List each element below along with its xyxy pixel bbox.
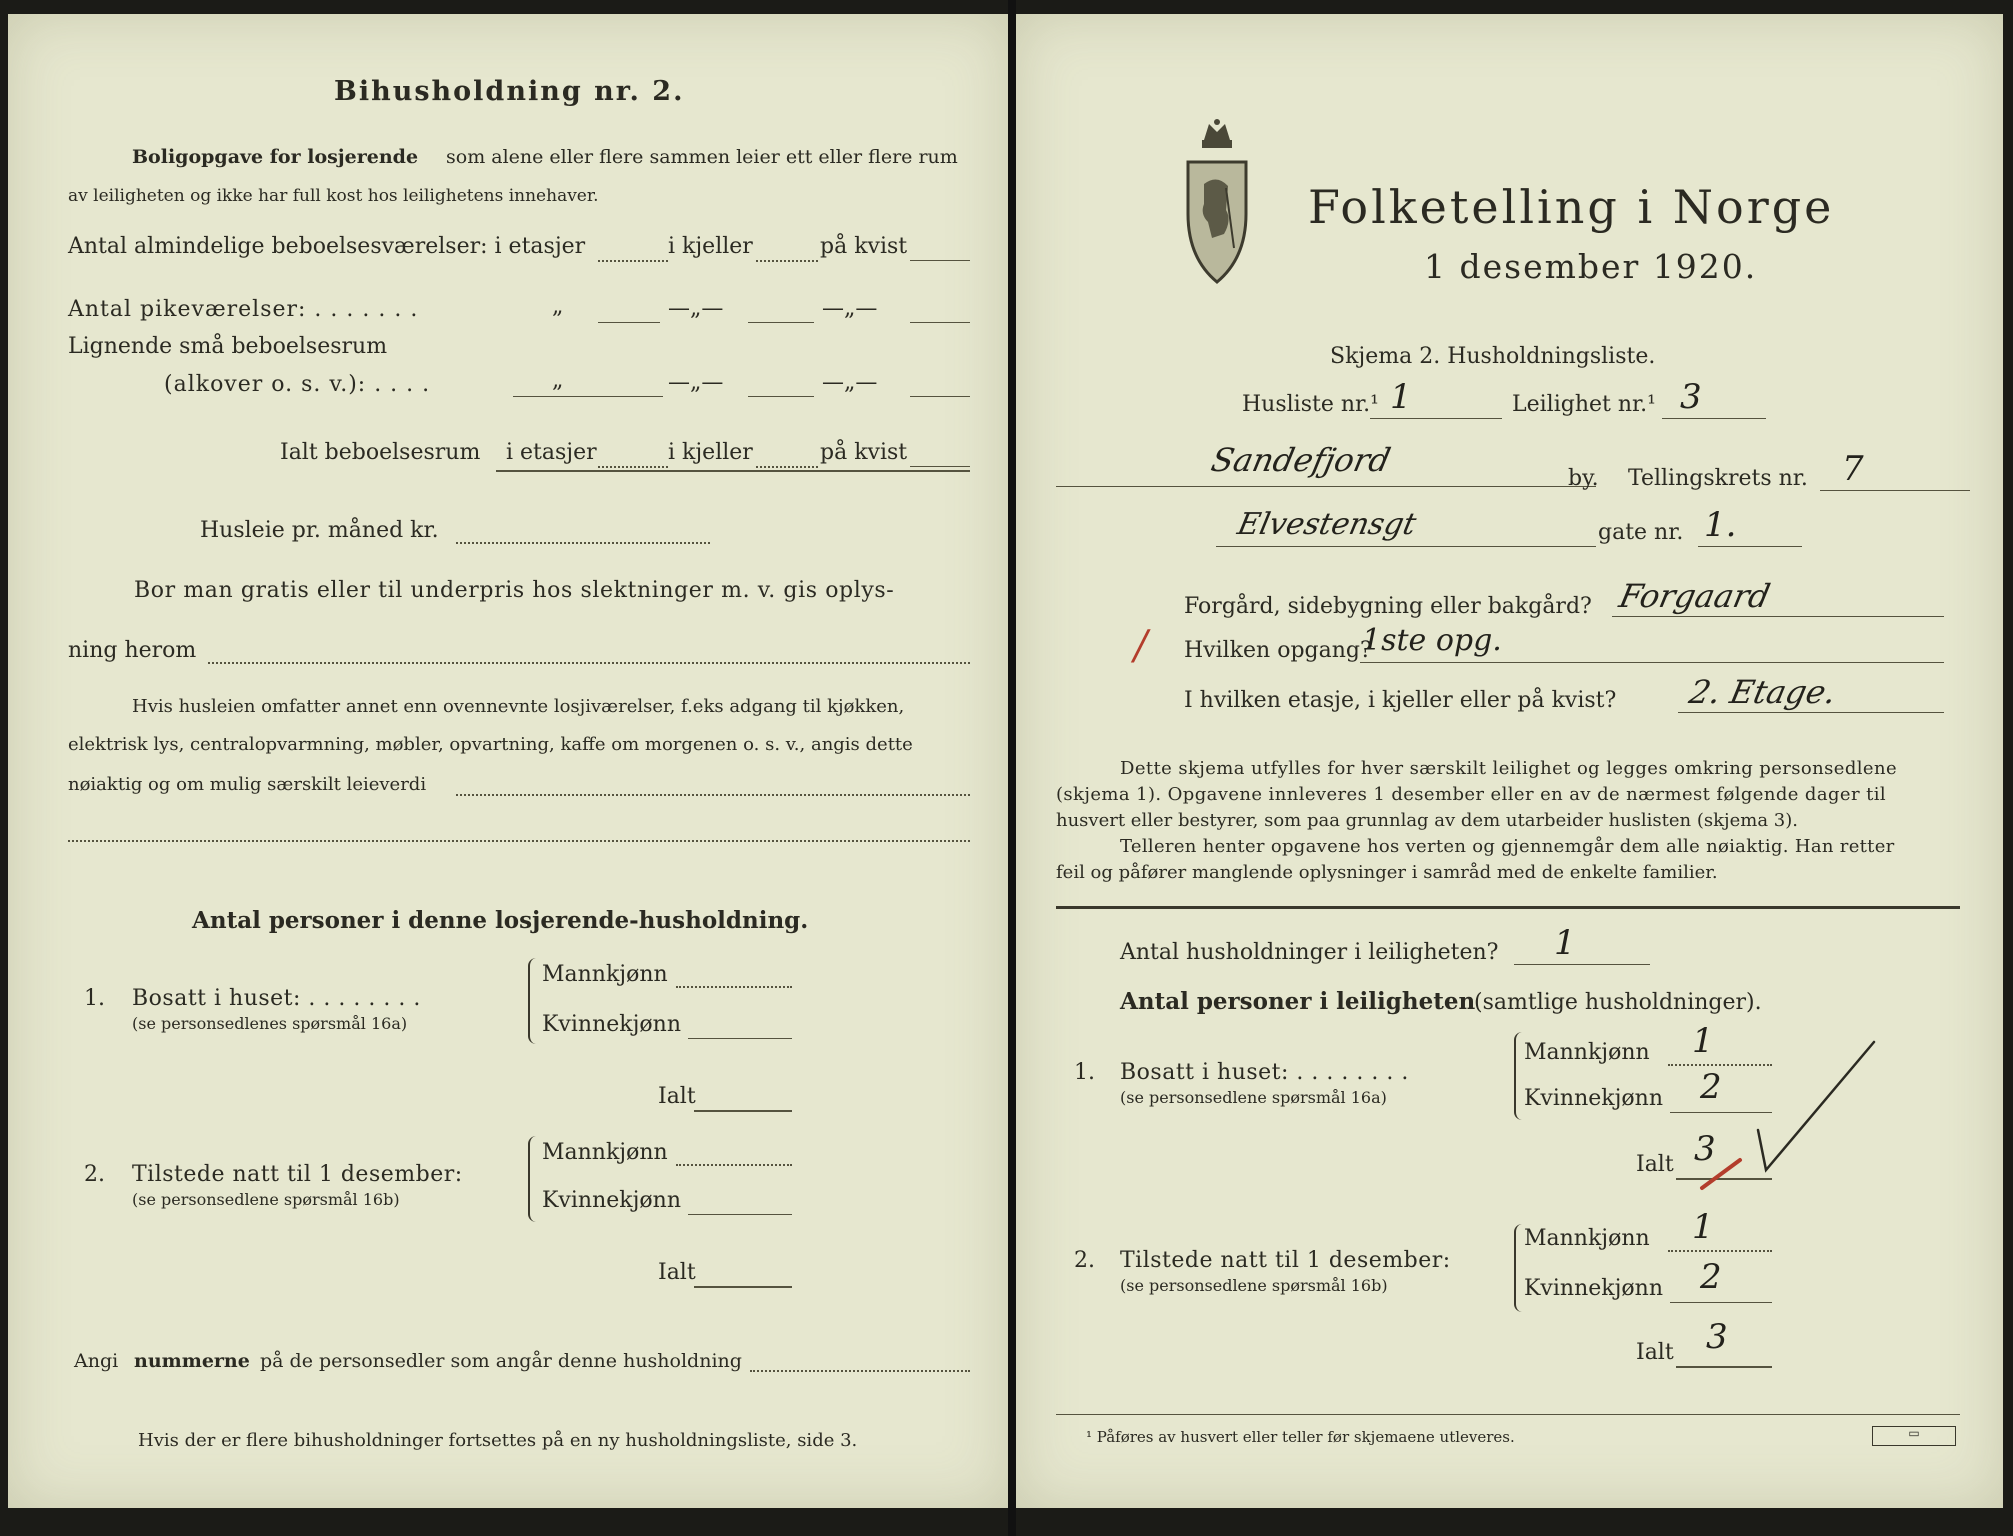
leilighet-label: Leilighet nr.¹: [1512, 392, 1656, 417]
etasje-field: [1678, 712, 1944, 713]
hvis-field: [456, 794, 970, 796]
lignende-ditto-3: —„—: [822, 370, 878, 395]
book-gutter: [1008, 0, 1016, 1536]
left-q1-kvinne: Kvinnekjønn: [542, 1012, 681, 1037]
printer-stamp: ▭: [1872, 1426, 1956, 1446]
hvis-line1: Hvis husleien omfatter annet enn ovennevnte losjiværelser, f.eks adgang til kjøkken,: [132, 696, 905, 717]
gate-field: [1698, 546, 1802, 547]
right-q1-sub: (se personsedlene spørsmål 16a): [1120, 1088, 1387, 1107]
left-q1-kvinne-field: [688, 1038, 792, 1039]
pike-field-3: [910, 322, 970, 323]
lignende-field-2: [748, 396, 814, 397]
pike-field-2: [748, 322, 814, 323]
right-q1-kvinne-value: 2: [1700, 1067, 1722, 1107]
left-q2-kvinne: Kvinnekjønn: [542, 1188, 681, 1213]
ialt-underline: [496, 470, 970, 472]
gratis-line1: Bor man gratis eller til underpris hos slektninger m. v. gis oplys-: [134, 578, 895, 603]
left-q1-num: 1.: [84, 986, 105, 1011]
ialt-kjeller: i kjeller: [668, 440, 753, 465]
husleie-label: Husleie pr. måned kr.: [200, 518, 439, 543]
census-date: 1 desember 1920.: [1424, 247, 1758, 286]
right-q2-mann-label: Mannkjønn: [1524, 1226, 1650, 1251]
etasje-value: 2. Etage.: [1685, 673, 1840, 711]
lignende-ditto-2: —„—: [668, 370, 724, 395]
left-q1-mann: Mannkjønn: [542, 962, 668, 987]
krets-value: 7: [1842, 449, 1864, 489]
left-footer: Hvis der er flere bihusholdninger fortsettes på en ny husholdningsliste, side 3.: [138, 1430, 858, 1451]
gate-label: gate nr.: [1598, 520, 1684, 545]
right-q1-ialt-label: Ialt: [1636, 1152, 1674, 1177]
left-persons-heading: Antal personer i denne losjerende-husholdning.: [192, 907, 809, 934]
lignende-line2: (alkover o. s. v.): . . . .: [164, 372, 431, 397]
left-q1-ialt-field: [694, 1110, 792, 1112]
krets-field: [1820, 490, 1970, 491]
rooms-label: Antal almindelige beboelsesværelser: i etasjer: [68, 234, 586, 259]
antal-hush-value: 1: [1554, 923, 1576, 963]
left-q2-mann-field: [676, 1164, 792, 1166]
left-q2-ialt-field: [694, 1286, 792, 1288]
ialt-label: Ialt beboelsesrum: [280, 440, 481, 465]
rooms-kvist: på kvist: [820, 234, 908, 259]
right-persons-heading-bold: Antal personer i leiligheten: [1120, 988, 1476, 1015]
rooms-kvist-field: [910, 260, 970, 261]
intro-line2: av leiligheten og ikke har full kost hos leilighetens innehaver.: [68, 186, 599, 206]
angi-bold: nummerne: [134, 1350, 250, 1372]
left-page: [8, 14, 1008, 1508]
antal-hush-label: Antal husholdninger i leiligheten?: [1120, 940, 1499, 965]
left-q2-brace: [528, 1136, 538, 1222]
footnote: ¹ Påføres av husvert eller teller før skjemaene utleveres.: [1086, 1428, 1515, 1446]
krets-label: Tellingskrets nr.: [1628, 466, 1808, 491]
left-q1-ialt: Ialt: [658, 1084, 696, 1109]
pike-field-1: [598, 322, 660, 323]
right-q2-brace: [1514, 1224, 1524, 1312]
pike-ditto-2: —„—: [668, 296, 724, 321]
right-q1-num: 1.: [1074, 1060, 1095, 1085]
street-value: Elvestensgt: [1234, 507, 1420, 542]
intro-bold: Boligopgave for losjerende: [132, 146, 419, 168]
right-q1-ialt-value: 3: [1694, 1129, 1716, 1169]
dette-line1: Dette skjema utfylles for hver særskilt leilighet og legges omkring personsedlene: [1120, 758, 1898, 779]
angi-pre: Angi: [74, 1350, 119, 1372]
right-q2-mann-field: [1668, 1250, 1772, 1252]
ialt-etasjer-field: [598, 466, 668, 468]
right-q2-label: Tilstede natt til 1 desember:: [1120, 1248, 1451, 1273]
rooms-etasjer-field: [598, 260, 668, 262]
etasje-label: I hvilken etasje, i kjeller eller på kvist?: [1184, 688, 1617, 713]
opgang-field: [1360, 662, 1944, 663]
right-q2-sub: (se personsedlene spørsmål 16b): [1120, 1276, 1388, 1295]
lignende-field-3: [910, 396, 970, 397]
right-q1-brace: [1514, 1032, 1524, 1120]
leilighet-field: [1662, 418, 1766, 419]
section-divider: [1056, 906, 1960, 909]
left-q2-mann: Mannkjønn: [542, 1140, 668, 1165]
left-q1-sub: (se personsedlenes spørsmål 16a): [132, 1014, 408, 1033]
left-q2-ialt: Ialt: [658, 1260, 696, 1285]
leilighet-value: 3: [1680, 377, 1702, 417]
right-q2-kvinne-value: 2: [1700, 1257, 1722, 1297]
coat-of-arms-icon: [1182, 118, 1252, 288]
right-q2-kvinne-label: Kvinnekjønn: [1524, 1276, 1663, 1301]
forgard-value: Forgaard: [1615, 577, 1774, 615]
right-q2-ialt-value: 3: [1706, 1317, 1728, 1357]
hvis-field-2: [68, 840, 970, 842]
pike-ditto-3: —„—: [822, 296, 878, 321]
left-q2-label: Tilstede natt til 1 desember:: [132, 1162, 463, 1187]
pike-ditto-1: „: [552, 294, 564, 319]
dette-line5: feil og påfører manglende oplysninger i samråd med de enkelte familier.: [1056, 862, 1718, 883]
red-margin-mark: /: [1134, 623, 1148, 669]
red-check-icon: [1702, 1160, 1740, 1188]
lignende-line1: Lignende små beboelsesrum: [68, 334, 388, 359]
right-title: Folketelling i Norge: [1308, 180, 1835, 234]
right-q1-kvinne-label: Kvinnekjønn: [1524, 1086, 1663, 1111]
city-value: Sandefjord: [1207, 441, 1394, 479]
dette-line4: Telleren henter opgavene hos verten og gjennemgår dem alle nøiaktig. Han retter: [1120, 836, 1895, 857]
ialt-kjeller-field: [756, 466, 818, 468]
left-q2-kvinne-field: [688, 1214, 792, 1215]
left-title: Bihusholdning nr. 2.: [334, 76, 685, 107]
right-q2-kvinne-field: [1670, 1302, 1772, 1303]
opgang-label: Hvilken opgang?: [1184, 638, 1372, 663]
hvis-line3: nøiaktig og om mulig særskilt leieverdi: [68, 774, 427, 795]
hvis-line2: elektrisk lys, centralopvarmning, møbler, opvartning, kaffe om morgenen o. s. v., angis dette: [68, 734, 913, 755]
city-field: [1056, 486, 1596, 487]
checkmark-icon: [1758, 1042, 1874, 1170]
rooms-kjeller: i kjeller: [668, 234, 753, 259]
right-q2-ialt-label: Ialt: [1636, 1340, 1674, 1365]
dette-line2: (skjema 1). Opgavene innleveres 1 desember eller en av de nærmest følgende dager til: [1056, 784, 1887, 805]
lignende-field-1: [513, 396, 663, 397]
husliste-field: [1370, 418, 1502, 419]
opgang-value: 1ste opg.: [1362, 623, 1502, 658]
gratis-field: [208, 662, 970, 664]
husliste-value: 1: [1390, 377, 1412, 417]
left-q2-sub: (se personsedlene spørsmål 16b): [132, 1190, 400, 1209]
forgard-field: [1612, 616, 1944, 617]
husliste-label: Husliste nr.¹: [1242, 392, 1379, 417]
ialt-kvist-field: [910, 466, 970, 467]
left-q1-mann-field: [676, 986, 792, 988]
left-q1-label: Bosatt i huset: . . . . . . . .: [132, 986, 421, 1011]
right-q1-mann-value: 1: [1692, 1021, 1714, 1061]
skjema-label: Skjema 2. Husholdningsliste.: [1330, 344, 1656, 369]
right-q2-ialt-field: [1676, 1366, 1772, 1368]
pike-label: Antal pikeværelser: . . . . . . .: [68, 297, 419, 322]
right-q2-num: 2.: [1074, 1248, 1095, 1273]
angi-rest: på de personsedler som angår denne husholdning: [260, 1350, 742, 1372]
antal-hush-field: [1514, 964, 1650, 965]
lignende-ditto-1: „: [552, 368, 564, 393]
left-q2-num: 2.: [84, 1162, 105, 1187]
intro-rest: som alene eller flere sammen leier ett eller flere rum: [446, 146, 958, 168]
gratis-line2: ning herom: [68, 638, 197, 663]
right-q2-mann-value: 1: [1692, 1207, 1714, 1247]
dette-line3: husvert eller bestyrer, som paa grunnlag av dem utarbeider huslisten (skjema 3).: [1056, 810, 1798, 831]
rooms-kjeller-field: [756, 260, 818, 262]
angi-field: [750, 1370, 970, 1372]
left-q1-brace: [528, 958, 538, 1044]
husleie-field: [456, 542, 710, 544]
street-field: [1216, 546, 1596, 547]
right-q1-mann-label: Mannkjønn: [1524, 1040, 1650, 1065]
right-page: [1016, 14, 2003, 1508]
by-label: by.: [1568, 466, 1599, 491]
check-marks: [1688, 1038, 1888, 1208]
right-q1-label: Bosatt i huset: . . . . . . . .: [1120, 1060, 1409, 1085]
footnote-divider: [1056, 1414, 1960, 1415]
forgard-label: Forgård, sidebygning eller bakgård?: [1184, 594, 1592, 619]
right-persons-heading-rest: (samtlige husholdninger).: [1474, 990, 1762, 1015]
ialt-etasjer: i etasjer: [506, 440, 597, 465]
gate-value: 1.: [1704, 505, 1737, 545]
ialt-kvist: på kvist: [820, 440, 908, 465]
